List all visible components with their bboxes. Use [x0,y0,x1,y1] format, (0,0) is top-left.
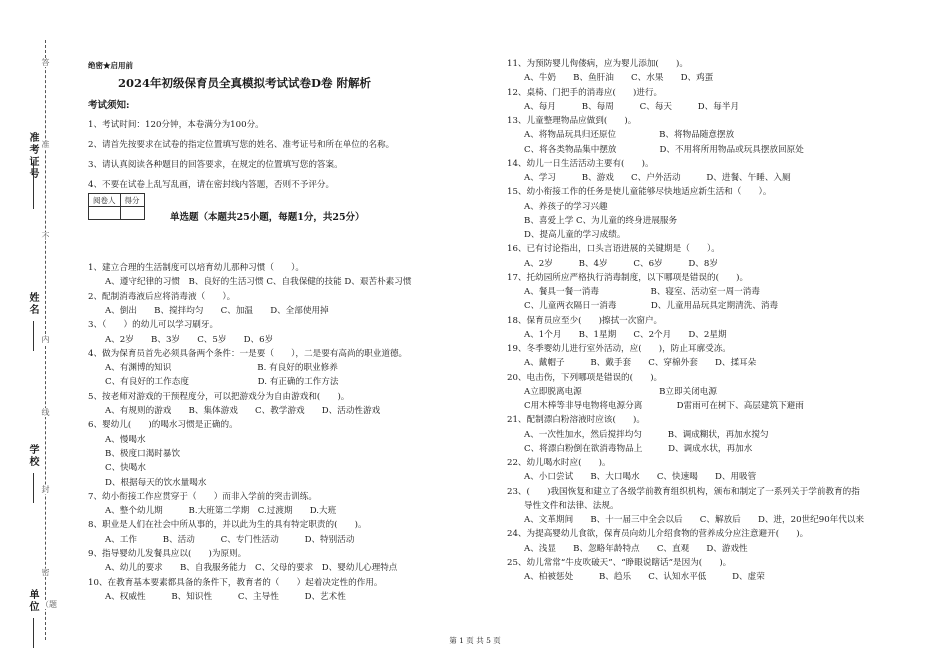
question-option: A、学习 B、游戏 C、户外活动 D、进餐、午睡、入厕 [524,173,791,183]
question-option: A、2岁 B、3岁 C、5岁 D、6岁 [105,334,274,345]
seal-line-char: 内 [41,335,50,344]
score-table-reader-cell [89,207,121,220]
section-title: 单选题（本题共25小题，每题1分，共25分） [170,212,365,223]
question-stem: 12、桌椅、门把手的消毒应( )进行。 [507,87,663,98]
question-stem: 2、配制消毒液后应将消毒液（ ）。 [88,291,236,302]
question-stem: 22、幼儿喝水时应( )。 [507,458,611,468]
question-option: A、有渊博的知识 B. 有良好的职业修养 [105,363,338,374]
question-option: C用木棒等非导电物将电源分离 D雷雨可在树下、高层建筑下避雨 [524,401,804,411]
score-table-score: 得分 [120,194,144,207]
question-option: A、戴帽子 B、戴手套 C、穿棉外套 D、揉耳朵 [524,358,757,369]
question-option: A、有规则的游戏 B、集体游戏 C、教学游戏 D、活动性游戏 [105,406,381,416]
question-option: A、将物品玩具归还原位 B、将物品随意摆放 [524,130,735,141]
question-stem: 11、为预防婴儿佝偻病，应为婴儿添加( )。 [507,59,688,69]
question-option: A、每月 B、每周 C、每天 D、每半月 [524,101,740,112]
seal-line-note: （题 [41,600,57,609]
seal-line-char: 密 [41,568,50,577]
question-option: A、倒出 B、搅拌均匀 C、加温 D、全部使用掉 [105,305,329,316]
question-option: A、文革期间 B、十一届三中全会以后 C、解放后 D、进，20世纪90年代以来 [524,515,865,525]
exam-title: 2024年初级保育员全真模拟考试试卷D卷 附解析 [118,76,371,90]
question-option: C、将各类物品集中摆放 D、不用将所用物品或玩具摆放回原处 [524,144,804,155]
question-stem: 15、幼小衔接工作的任务是使儿童能够尽快地适应新生活和（ ）。 [507,187,772,198]
question-option: A、餐具一餐一消毒 B、寝室、活动室一周一消毒 [524,287,760,297]
question-option: A、浅显 B、忽略年龄特点 C、直观 D、游戏性 [524,543,748,554]
question-option: A、权威性 B、知识性 C、主导性 D、艺术性 [105,591,346,602]
notice-item: 4、不要在试卷上乱写乱画，请在密封线内答题，否则不予评分。 [88,180,335,190]
question-stem: 1、建立合理的生活制度可以培育幼儿那种习惯（ ）。 [88,263,305,273]
question-stem: 19、冬季婴幼儿进行室外活动，应( )，防止耳廓受冻。 [507,344,731,354]
notice-item: 2、请首先按要求在试卷的指定位置填写您的姓名、准考证号和所在单位的名称。 [88,140,395,150]
question-option: B、喜爱上学 C、为儿童的终身进展服务 [524,215,678,226]
question-stem: 21、配制漂白粉溶液时应该( )。 [507,415,645,426]
seal-line-char: 答 [41,58,50,67]
score-table [88,193,145,220]
question-option: A、幼儿的要求 B、自我服务能力 C、父母的要求 D、婴幼儿心理特点 [105,563,398,574]
question-stem: 3、（ ）的幼儿可以学习刷牙。 [88,320,219,331]
seal-line-char: 不 [41,232,50,241]
question-option: D、根据每天的饮水量喝水 [105,477,207,488]
margin-label-xx: 学校 [29,445,40,468]
question-stem: 14、幼儿一日生活活动主要有( )。 [507,158,654,169]
question-option: A、2岁 B、4岁 C、6岁 D、8岁 [524,258,718,269]
question-stem: 20、电击伤，下列哪项是错误的( )。 [507,372,663,383]
question-stem: 7、幼小衔接工作应贯穿于（ ）而非入学前的突击训练。 [88,491,317,502]
question-stem: 10、在教育基本要素都具备的条件下，教育者的（ ）起着决定性的作用。 [88,577,383,588]
page-footer: 第 1 页 共 5 页 [449,636,501,645]
question-stem: 24、为提高婴幼儿食欲，保育员向幼儿介绍食物的营养成分应注意避开( )。 [507,529,809,540]
notice-item: 3、请认真阅读各种题目的回答要求，在规定的位置填写您的答案。 [88,160,343,170]
question-option: A立即脱离电源 B立即关闭电源 [524,386,717,397]
margin-fill-line [33,161,34,209]
question-stem: 6、婴幼儿( )的喝水习惯是正确的。 [88,420,238,431]
question-option: A、牛奶 B、鱼肝油 C、水果 D、鸡蛋 [524,73,714,84]
question-stem: 8、职业是人们在社会中所从事的，并以此为生的具有特定职责的( )。 [88,520,367,531]
question-option: A、遵守纪律的习惯 B、良好的生活习惯 C、自我保健的技能 D、艰苦朴素习惯 [105,277,412,288]
question-option: A、养孩子的学习兴趣 [524,201,608,212]
notice-heading: 考试须知: [88,100,130,111]
score-table-score-cell [120,207,144,220]
question-option: A、工作 B、活动 C、专门性活动 D、特别活动 [105,534,355,545]
question-stem: 4、做为保育员首先必须具备两个条件：一是要（ ），二是要有高尚的职业道德。 [88,348,408,359]
question-stem: 18、保育员应至少( )擦拭一次窗户。 [507,315,663,326]
notice-item: 1、考试时间：120分钟，本卷满分为100分。 [88,120,264,130]
question-option: C、儿童两衣隔日一消毒 D、儿童用品玩具定期清洗、消毒 [524,301,779,312]
question-stem: 23、( )我国恢复和建立了各级学前教育组织机构，颁布和制定了一系列关于学前教育的指 [507,486,860,497]
seal-line-char: 线 [41,408,50,417]
question-option: A、柏被惩处 B、趋乐 C、认知水平低 D、虚荣 [524,572,765,582]
question-option: A、小口尝试 B、大口喝水 C、快速喝 D、用吸管 [524,472,757,483]
question-stem: 25、幼儿常常“牛皮吹破天”、“睁眼说瞎话”是因为( )。 [507,557,732,568]
margin-label-xm: 姓名 [29,293,40,316]
margin-fill-line [33,321,34,351]
question-option: D、提高儿童的学习成绩。 [524,230,626,240]
question-option: C、快喝水 [105,463,146,474]
question-stem: 13、儿童整理物品应做到( )。 [507,116,637,126]
question-option: 导性文件和法律、法规。 [524,500,619,511]
question-option: A、1个月 B、1星期 C、2个月 D、2星期 [524,329,727,340]
question-stem: 5、按老师对游戏的干预程度分，可以把游戏分为自由游戏和( )。 [88,391,350,402]
question-stem: 9、指导婴幼儿发餐具应以( )为原则。 [88,549,247,559]
margin-fill-line [33,473,34,503]
question-option: A、整个幼儿期 B.大班第二学期 C.过渡期 D.大班 [105,506,337,517]
margin-label-zkzh: 准考证号 [29,133,40,180]
seal-line-char: 准 [41,140,50,149]
question-stem: 16、已有讨论指出，口头言语进展的关键期是（ ）。 [507,244,720,255]
binding-margin [0,0,62,671]
question-option: C、将漂白粉倒在欲消毒物品上 D、调成水状，再加水 [524,443,753,454]
question-option: B、极度口渴时暴饮 [105,448,181,459]
question-option: A、一次性加水，然后搅拌均匀 B、调成糊状，再加水搅匀 [524,429,769,440]
question-stem: 17、托幼园所应严格执行消毒制度，以下哪项是错误的( )。 [507,272,749,283]
question-option: C、有良好的工作态度 D. 有正确的工作方法 [105,377,339,388]
score-table-reader: 阅卷人 [89,194,121,207]
seal-line-char: 封 [41,485,50,494]
question-option: A、慢喝水 [105,434,146,445]
secret-mark: 绝密★启用前 [88,61,133,70]
margin-label-dw: 单位 [29,590,40,613]
